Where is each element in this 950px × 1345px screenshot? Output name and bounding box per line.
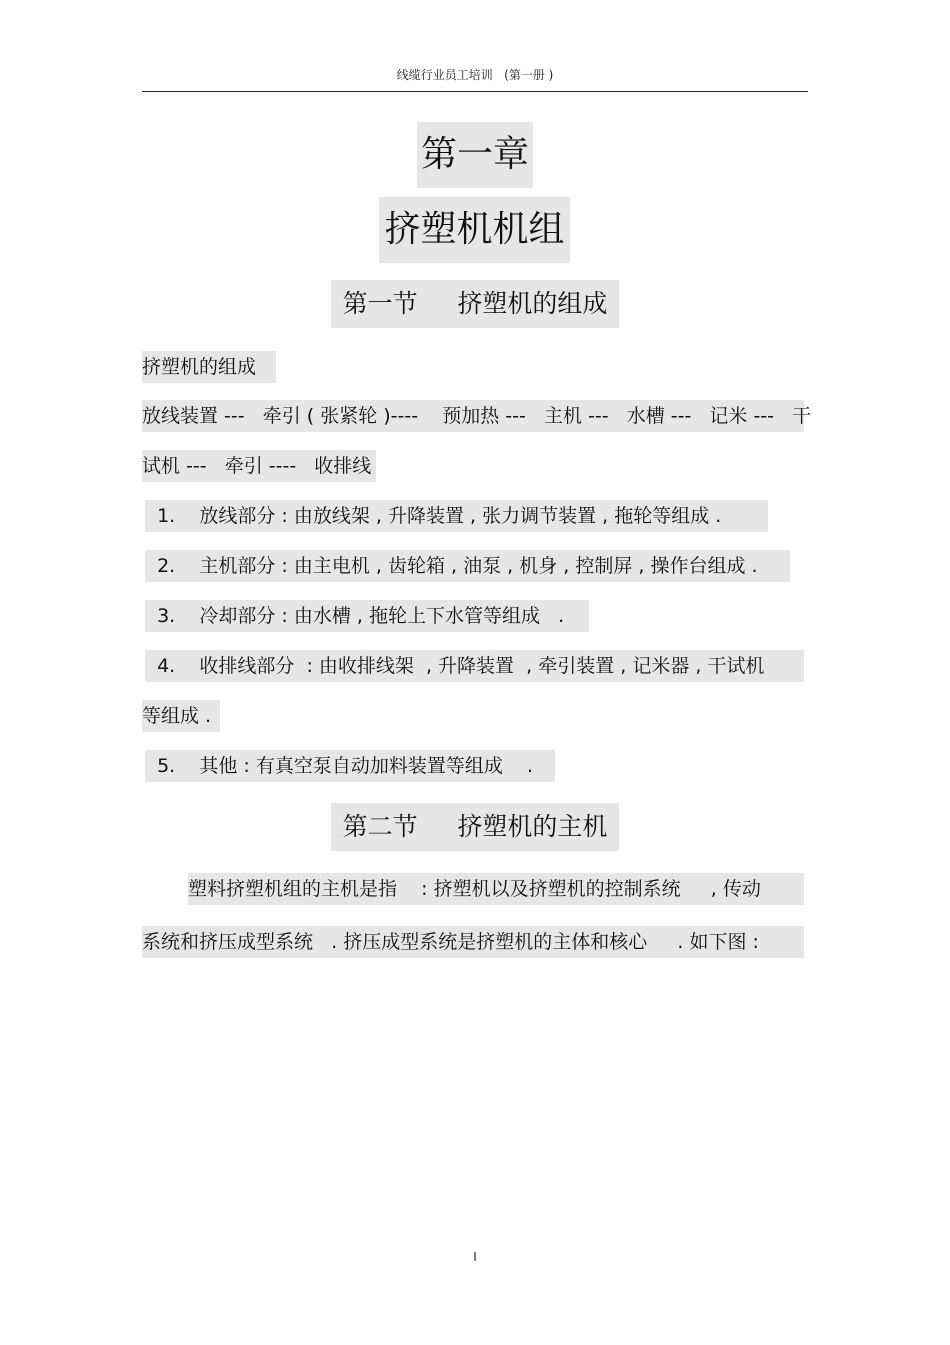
chapter-title: 挤塑机机组 bbox=[379, 197, 570, 263]
header-rule bbox=[142, 91, 808, 92]
list-item: 3. 冷却部分 : 由水槽 , 拖轮上下水管等组成 . bbox=[145, 600, 589, 632]
section-2-heading: 第二节 挤塑机的主机 bbox=[331, 803, 619, 851]
page-number: I bbox=[473, 1250, 477, 1264]
chapter-number: 第一章 bbox=[417, 122, 533, 188]
section-1-subheading: 挤塑机的组成 bbox=[142, 351, 276, 383]
list-item: 5. 其他 : 有真空泵自动加料装置等组成 . bbox=[145, 750, 555, 782]
list-item: 2. 主机部分 : 由主电机 , 齿轮箱 , 油泵 , 机身 , 控制屏 , 操作台组成 . bbox=[145, 550, 790, 582]
section-1-heading: 第一节 挤塑机的组成 bbox=[331, 280, 619, 328]
list-item: 1. 放线部分 : 由放线架 , 升降装置 , 张力调节装置 , 拖轮等组成 . bbox=[145, 500, 768, 532]
running-header: 线缆行业员工培训 (第一册 ) bbox=[396, 68, 554, 82]
list-item: 4. 收排线部分 : 由收排线架 , 升降装置 , 牵引装置 , 记米器 , 干试机 bbox=[145, 650, 804, 682]
list-item-continuation: 等组成 . bbox=[142, 700, 220, 732]
paragraph-line-2: 系统和挤压成型系统 . 挤压成型系统是挤塑机的主体和核心 . 如下图 : bbox=[142, 926, 804, 958]
process-flow-line-2: 试机 --- 牵引 ---- 收排线 bbox=[142, 450, 376, 482]
paragraph-line-1: 塑料挤塑机组的主机是指 : 挤塑机以及挤塑机的控制系统 , 传动 bbox=[188, 873, 804, 905]
process-flow-line-1: 放线装置 --- 牵引 ( 张紧轮 )---- 预加热 --- 主机 --- 水槽 --- 记米 --- 干 bbox=[142, 400, 804, 432]
